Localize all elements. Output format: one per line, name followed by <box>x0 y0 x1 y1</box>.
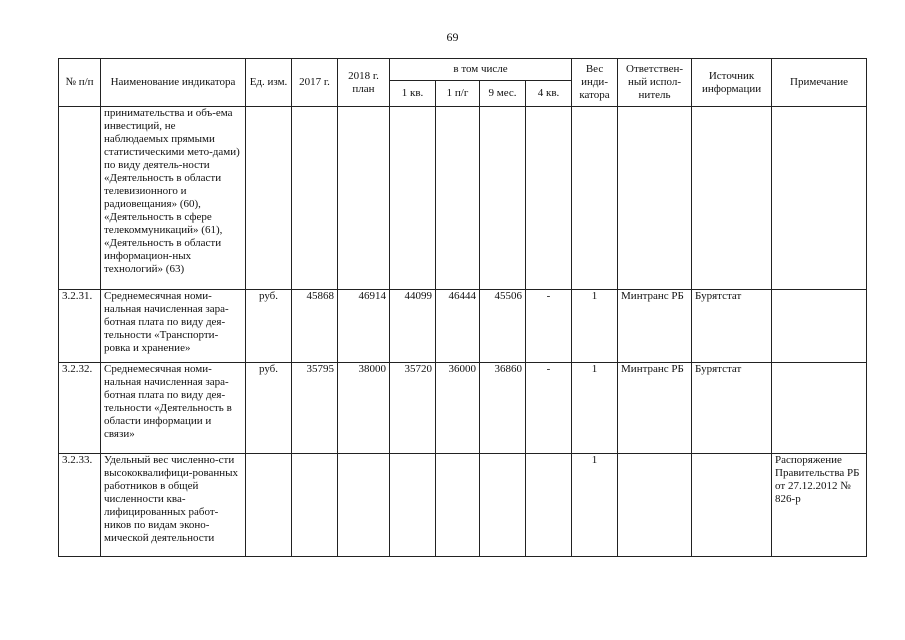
cell-name: принимательства и объ-ема инвестиций, не наблюдаемых прямыми статистическими мето-дами) по виду деятель-ности «Деятельность в области телевизионного и радиовещания» (60), «Деятельность в сфере телекоммуникаций» (61), «Деятельность в области информацион-ных технологий» (63) <box>101 107 246 290</box>
cell-2018 <box>338 107 390 290</box>
cell-q1: 44099 <box>390 290 436 363</box>
cell-source <box>692 107 772 290</box>
cell-h1: 46444 <box>436 290 480 363</box>
cell-weight: 1 <box>572 363 618 454</box>
cell-responsible: Минтранс РБ <box>618 290 692 363</box>
cell-weight <box>572 107 618 290</box>
header-note: Примечание <box>772 59 867 107</box>
cell-unit <box>246 107 292 290</box>
cell-name: Среднемесячная номи-нальная начисленная зара-ботная плата по виду дея-тельности «Деятельность в области информации и связи» <box>101 363 246 454</box>
table-row <box>59 454 867 557</box>
cell-q4: - <box>526 290 572 363</box>
cell-name: Среднемесячная номи-нальная начисленная зара-ботная плата по виду дея-тельности «Транспорти-ровка и хранение» <box>101 290 246 363</box>
indicators-table <box>58 58 867 557</box>
header-num: № п/п <box>59 59 101 107</box>
page-number: 69 <box>446 30 459 44</box>
cell-num: 3.2.31. <box>59 290 101 363</box>
header-source: Источник информации <box>692 59 772 107</box>
cell-note <box>772 363 867 454</box>
header-weight: Вес инди-катора <box>572 59 618 107</box>
header-q4: 4 кв. <box>526 81 572 107</box>
cell-unit <box>246 454 292 557</box>
cell-name: Удельный вес численно-сти высококвалифици-рованных работников в общей численности ква-лифицированных работ-ников по видам эконо-мической деятельности <box>101 454 246 557</box>
cell-2017 <box>292 454 338 557</box>
cell-num <box>59 107 101 290</box>
cell-2017: 35795 <box>292 363 338 454</box>
cell-9m: 45506 <box>480 290 526 363</box>
header-h1: 1 п/г <box>436 81 480 107</box>
cell-q1 <box>390 454 436 557</box>
cell-responsible: Минтранс РБ <box>618 363 692 454</box>
header-including: в том числе <box>390 59 572 81</box>
cell-unit: руб. <box>246 363 292 454</box>
cell-q1: 35720 <box>390 363 436 454</box>
cell-q4 <box>526 107 572 290</box>
table-row <box>59 107 867 290</box>
cell-2018: 38000 <box>338 363 390 454</box>
header-q1: 1 кв. <box>390 81 436 107</box>
cell-h1 <box>436 107 480 290</box>
cell-source: Бурятстат <box>692 290 772 363</box>
header-responsible: Ответствен-ный испол-нитель <box>618 59 692 107</box>
header-unit: Ед. изм. <box>246 59 292 107</box>
cell-note: Распоряжение Правительства РБ от 27.12.2012 № 826-р <box>772 454 867 557</box>
cell-num: 3.2.32. <box>59 363 101 454</box>
cell-weight: 1 <box>572 290 618 363</box>
header-9m: 9 мес. <box>480 81 526 107</box>
cell-2017: 45868 <box>292 290 338 363</box>
table-row <box>59 290 867 363</box>
cell-2018 <box>338 454 390 557</box>
cell-note <box>772 107 867 290</box>
header-2018-plan: 2018 г. план <box>338 59 390 107</box>
cell-9m: 36860 <box>480 363 526 454</box>
cell-h1 <box>436 454 480 557</box>
cell-unit: руб. <box>246 290 292 363</box>
header-2017: 2017 г. <box>292 59 338 107</box>
table-row <box>59 363 867 454</box>
cell-q1 <box>390 107 436 290</box>
cell-q4: - <box>526 363 572 454</box>
cell-9m <box>480 107 526 290</box>
cell-9m <box>480 454 526 557</box>
cell-responsible <box>618 454 692 557</box>
cell-source: Бурятстат <box>692 363 772 454</box>
cell-note <box>772 290 867 363</box>
cell-q4 <box>526 454 572 557</box>
cell-responsible <box>618 107 692 290</box>
cell-num: 3.2.33. <box>59 454 101 557</box>
cell-source <box>692 454 772 557</box>
cell-h1: 36000 <box>436 363 480 454</box>
cell-weight: 1 <box>572 454 618 557</box>
cell-2017 <box>292 107 338 290</box>
cell-2018: 46914 <box>338 290 390 363</box>
header-name: Наименование индикатора <box>101 59 246 107</box>
